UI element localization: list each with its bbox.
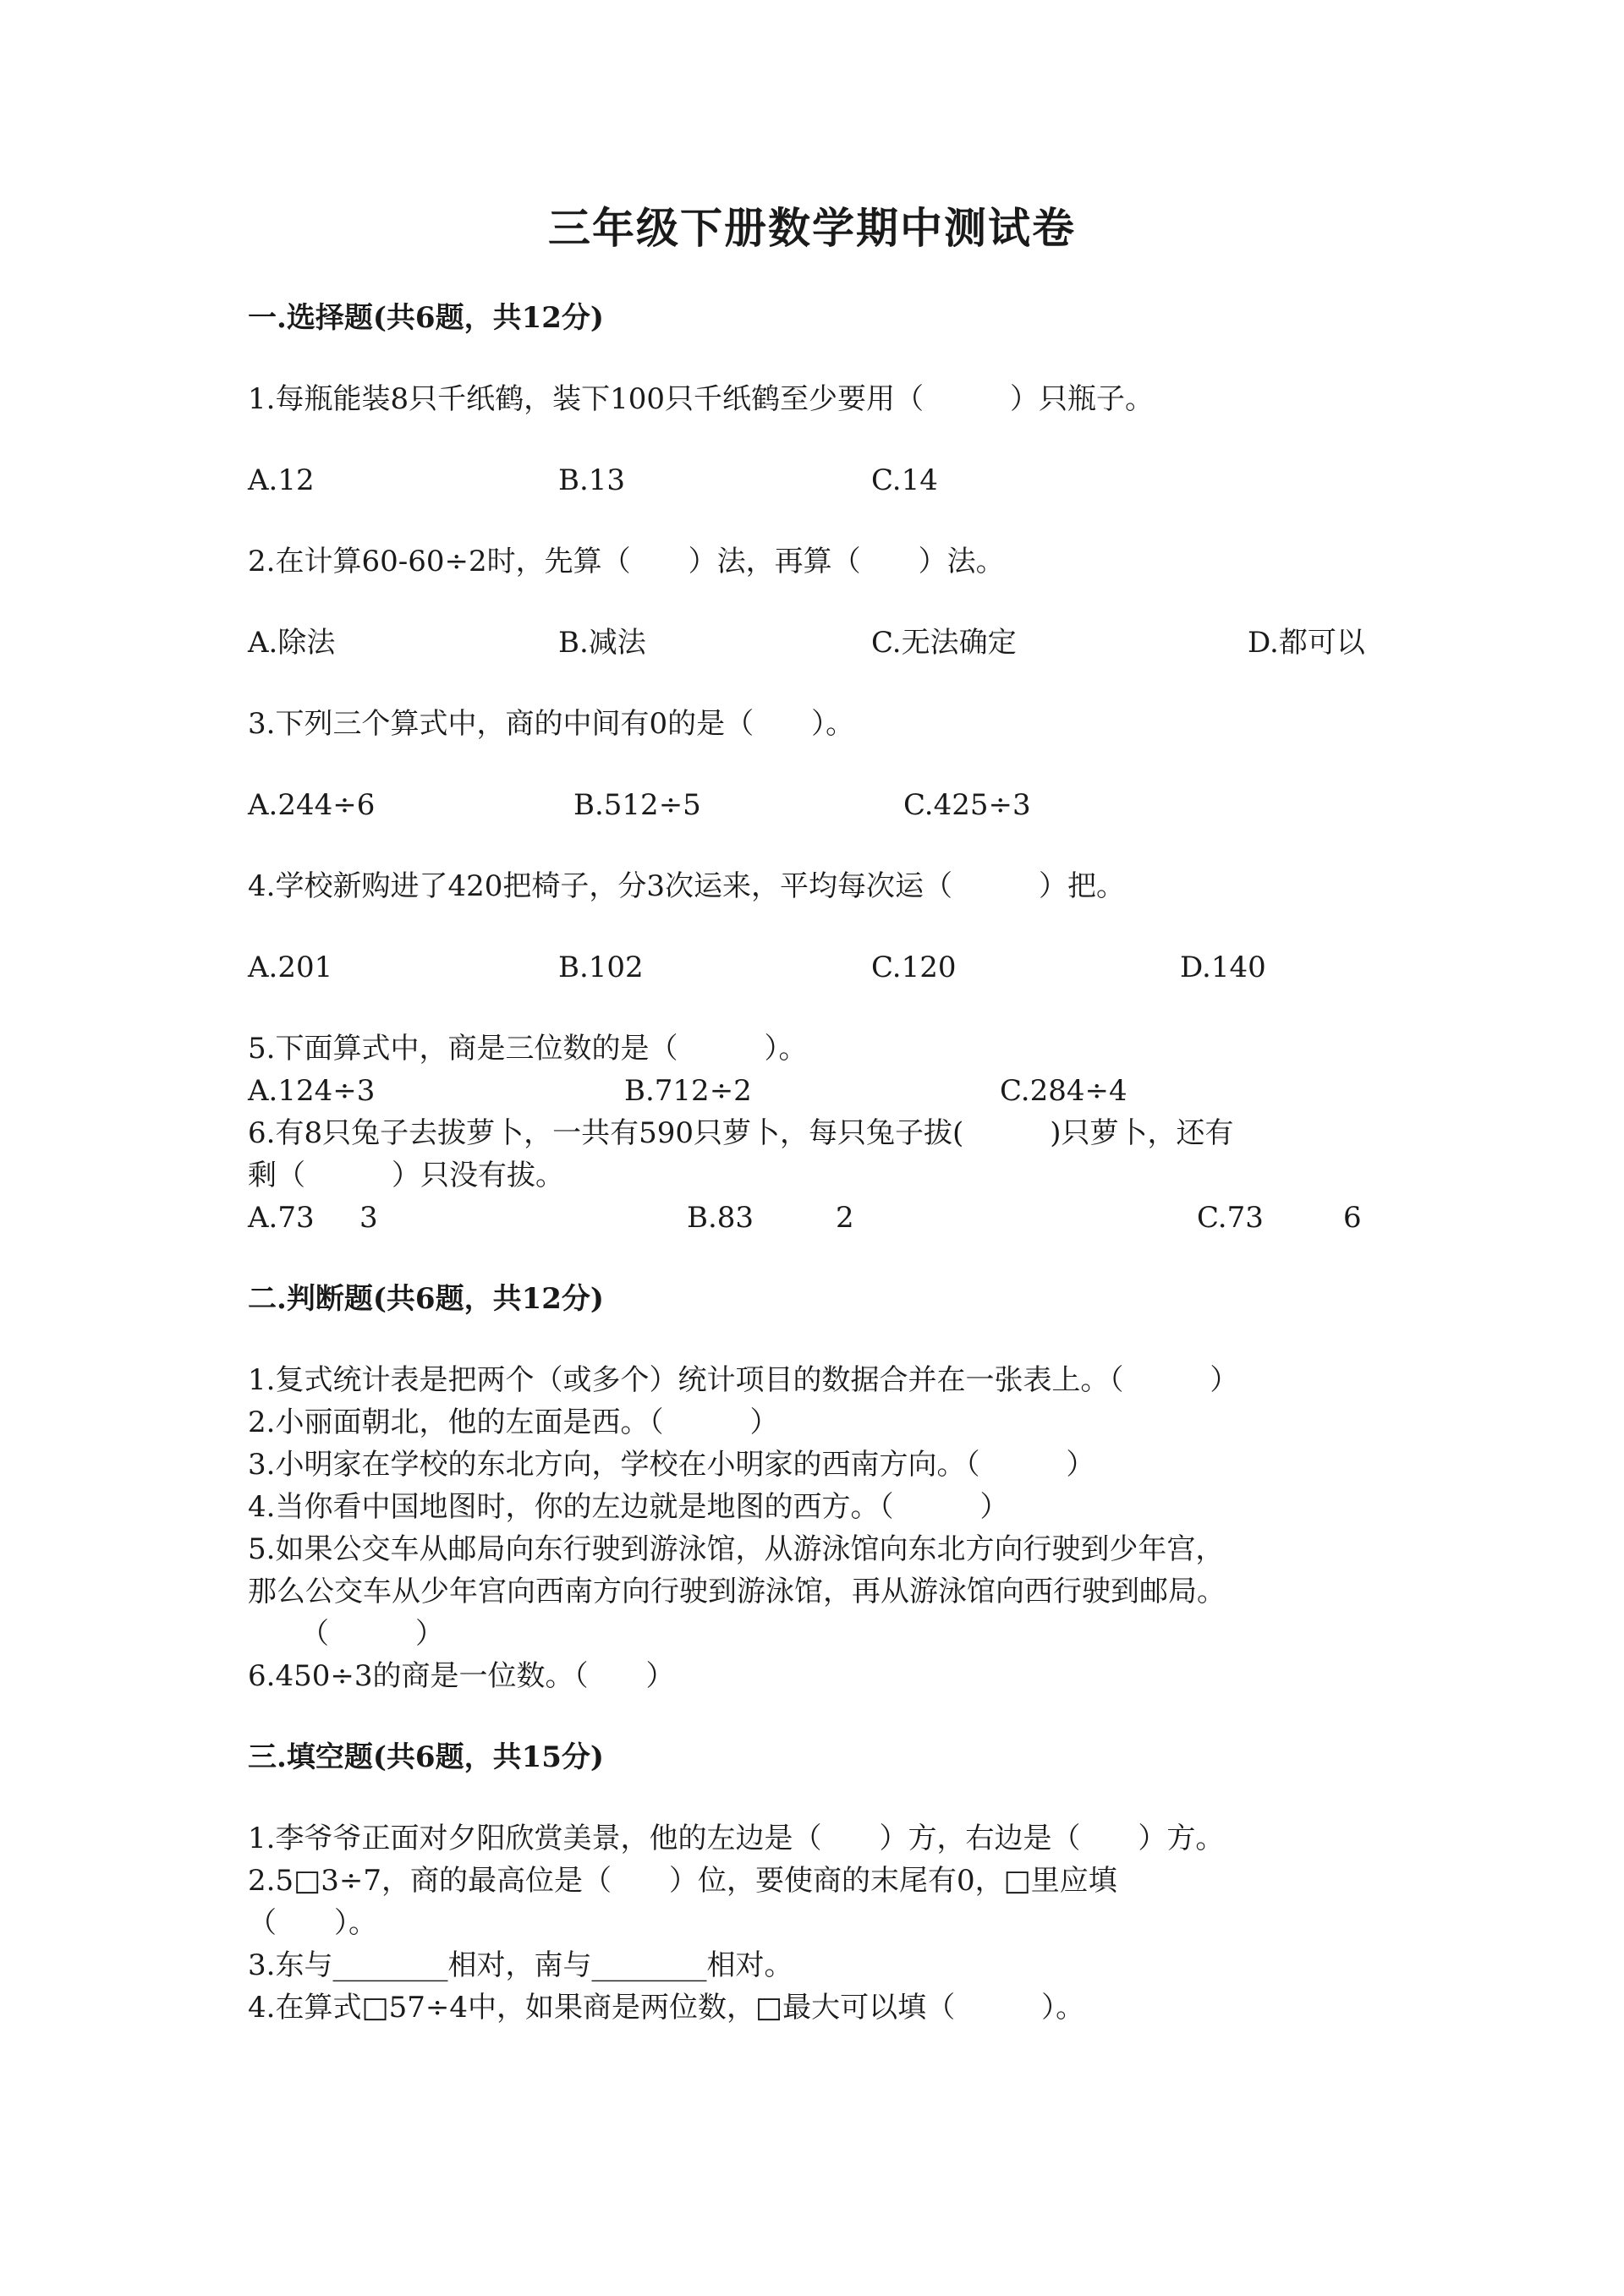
q5-option-a: A.124÷3	[248, 1074, 376, 1108]
judge-item-2: 2.小丽面朝北，他的左面是西。（ ）	[248, 1406, 779, 1439]
section-heading-choice: 一.选择题(共6题，共12分)	[248, 301, 604, 335]
question-3-text: 3.下列三个算式中，商的中间有0的是（ ）。	[248, 707, 855, 741]
q6-option-c: C.73	[1197, 1201, 1264, 1235]
judge-item-6: 6.450÷3的商是一位数。（ ）	[248, 1659, 675, 1693]
q3-option-b: B.512÷5	[573, 788, 701, 822]
q6-option-a: A.73	[248, 1201, 315, 1235]
fill-item-3: 3.东与________相对，南与________相对。	[248, 1948, 793, 1982]
q4-option-a: A.201	[248, 951, 333, 984]
fill-item-2-line-1: 2.5□3÷7，商的最高位是（ ）位，要使商的末尾有0，□里应填	[248, 1864, 1117, 1898]
question-2-text: 2.在计算60-60÷2时，先算（ ）法，再算（ ）法。	[248, 545, 1005, 578]
question-1-text: 1.每瓶能装8只千纸鹤，装下100只千纸鹤至少要用（ ）只瓶子。	[248, 382, 1154, 416]
q2-option-d: D.都可以	[1248, 626, 1365, 660]
q4-option-d: D.140	[1180, 951, 1266, 984]
question-6-line-2: 剩（ ）只没有拔。	[248, 1159, 564, 1192]
question-4-text: 4.学校新购进了420把椅子，分3次运来，平均每次运（ ）把。	[248, 869, 1125, 903]
fill-item-4: 4.在算式□57÷4中，如果商是两位数，□最大可以填（ ）。	[248, 1991, 1085, 2025]
fill-item-2-line-2: （ ）。	[248, 1906, 377, 1940]
judge-item-4: 4.当你看中国地图时，你的左边就是地图的西方。（ ）	[248, 1490, 1009, 1524]
judge-item-5-line-1: 5.如果公交车从邮局向东行驶到游泳馆，从游泳馆向东北方向行驶到少年宫，	[248, 1532, 1225, 1566]
q4-option-b: B.102	[558, 951, 644, 984]
q5-option-c: C.284÷4	[1000, 1074, 1127, 1108]
q6-option-c-second: 6	[1343, 1201, 1362, 1235]
exam-title: 三年级下册数学期中测试卷	[548, 203, 1076, 253]
q1-option-a: A.12	[248, 463, 315, 497]
judge-item-1: 1.复式统计表是把两个（或多个）统计项目的数据合并在一张表上。（ ）	[248, 1363, 1239, 1397]
judge-item-3: 3.小明家在学校的东北方向，学校在小明家的西南方向。（ ）	[248, 1448, 1095, 1482]
section-heading-judgement: 二.判断题(共6题，共12分)	[248, 1282, 604, 1316]
q1-option-c: C.14	[871, 463, 938, 497]
q2-option-a: A.除法	[248, 626, 336, 660]
q6-option-b: B.83	[687, 1201, 754, 1235]
q3-option-a: A.244÷6	[248, 788, 376, 822]
q2-option-b: B.减法	[558, 626, 646, 660]
q4-option-c: C.120	[871, 951, 957, 984]
q2-option-c: C.无法确定	[871, 626, 1017, 660]
question-5-text: 5.下面算式中，商是三位数的是（ ）。	[248, 1032, 808, 1066]
q6-option-b-second: 2	[836, 1201, 854, 1235]
q6-option-a-second: 3	[359, 1201, 378, 1235]
judge-item-5-line-2: 那么公交车从少年宫向西南方向行驶到游泳馆，再从游泳馆向西行驶到邮局。	[248, 1575, 1226, 1608]
fill-item-1: 1.李爷爷正面对夕阳欣赏美景，他的左边是（ ）方，右边是（ ）方。	[248, 1822, 1225, 1855]
section-heading-fill-in: 三.填空题(共6题，共15分)	[248, 1740, 604, 1774]
judge-item-5-line-3: （ ）	[300, 1617, 444, 1651]
q5-option-b: B.712÷2	[624, 1074, 752, 1108]
question-6-line-1: 6.有8只兔子去拔萝卜，一共有590只萝卜，每只兔子拔( )只萝卜，还有	[248, 1116, 1234, 1150]
q1-option-b: B.13	[558, 463, 626, 497]
q3-option-c: C.425÷3	[903, 788, 1031, 822]
